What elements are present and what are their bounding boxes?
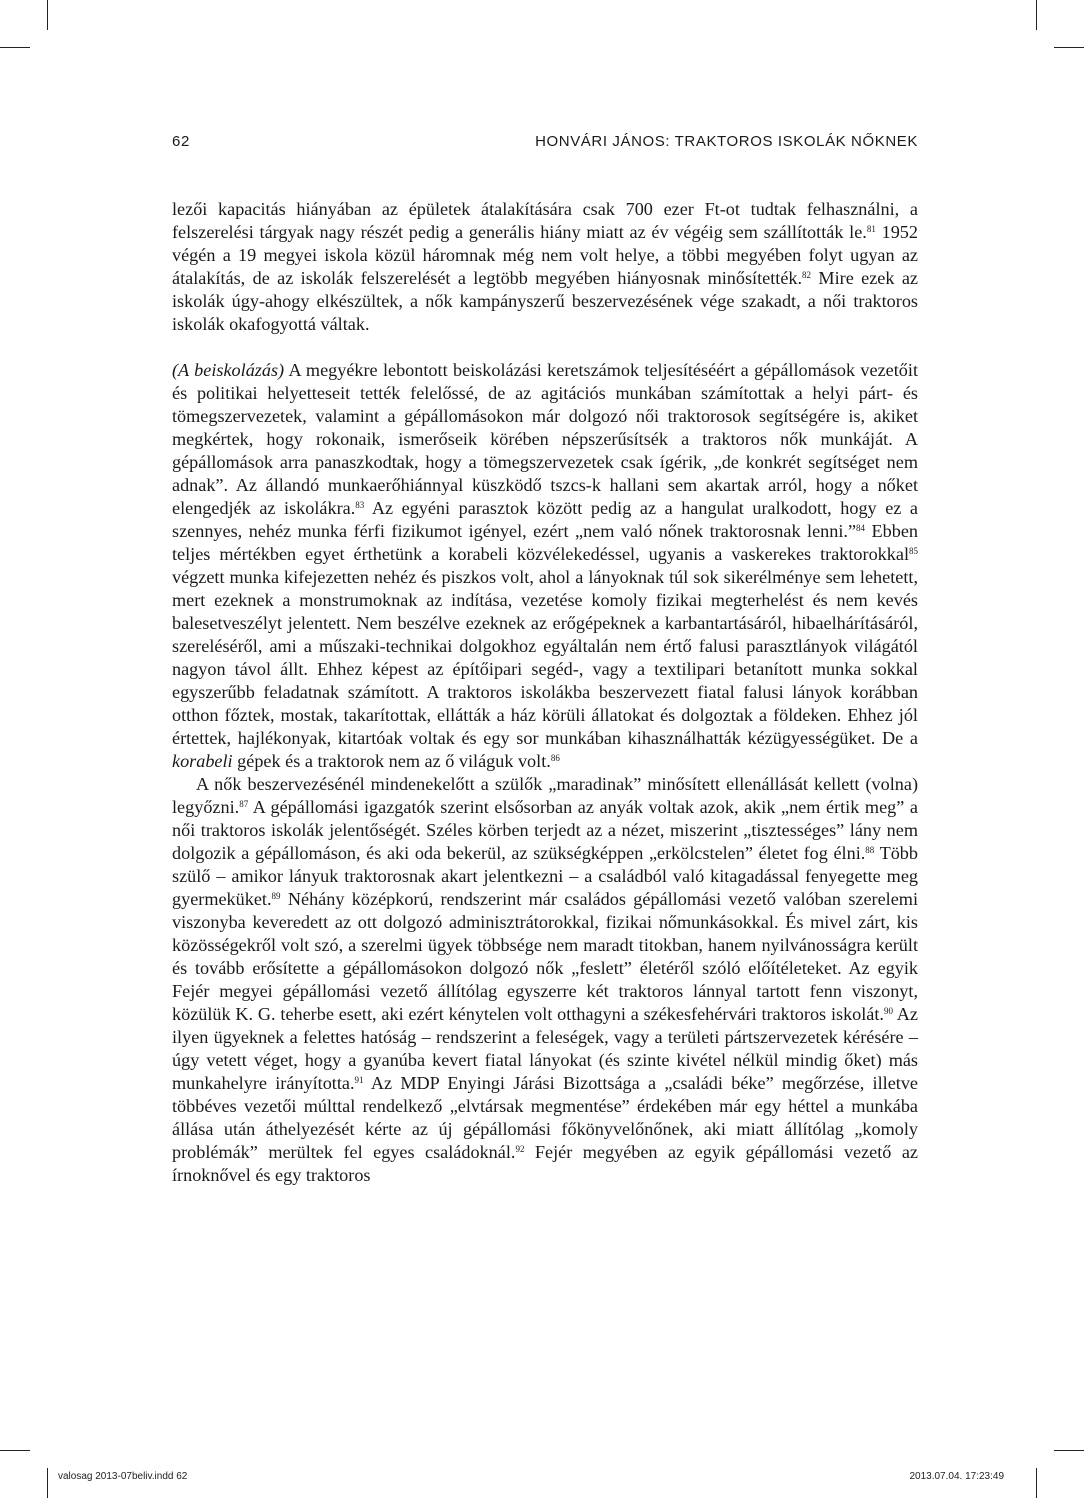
slug-filename: valosag 2013-07beliv.indd 62 — [58, 1471, 188, 1482]
crop-mark — [1054, 1450, 1084, 1451]
print-slug — [58, 1471, 1004, 1485]
footnote-ref[interactable]: 89 — [271, 891, 281, 901]
footnote-ref[interactable]: 83 — [355, 500, 365, 510]
footnote-ref[interactable]: 81 — [866, 224, 876, 234]
running-header — [172, 133, 918, 157]
section-heading: (A beiskolázás) — [172, 360, 285, 380]
footnote-ref[interactable]: 91 — [354, 1075, 364, 1085]
crop-mark — [47, 1468, 48, 1498]
emphasis: korabeli — [172, 751, 233, 771]
footnote-ref[interactable]: 88 — [865, 845, 875, 855]
crop-mark — [0, 1450, 30, 1451]
footnote-ref[interactable]: 87 — [239, 799, 249, 809]
footnote-ref[interactable]: 84 — [856, 523, 866, 533]
running-title: HONVÁRI JÁNOS: TRAKTOROS ISKOLÁK NŐKNEK — [535, 133, 918, 150]
crop-mark — [1036, 0, 1037, 30]
crop-mark — [1036, 1468, 1037, 1498]
article-body — [172, 198, 918, 1187]
crop-mark — [0, 47, 30, 48]
footnote-ref[interactable]: 90 — [883, 1006, 893, 1016]
crop-mark — [47, 0, 48, 30]
crop-mark — [1054, 47, 1084, 48]
page-number: 62 — [172, 133, 190, 150]
slug-timestamp: 2013.07.04. 17:23:49 — [909, 1471, 1004, 1482]
footnote-ref[interactable]: 82 — [802, 270, 812, 280]
footnote-ref[interactable]: 85 — [909, 546, 918, 556]
paragraph: A nők beszervezésénél mindenekelőtt a szülők „maradinak” minősített ellenállását kellett (volna) legyőzni.$^{87}$ A gépállomási igazgatók szerint elsősorban az anyák voltak azok, akik „nem értik meg” a női traktoros iskolák jelentőségét. Széles körben terjedt az a nézet, miszerint „tisztességes” lány nem dolgozik a gépállomáson, és aki oda bekerül, az szükségképpen „erkölcstelen” életet fog élni.$^{88}$ Több szülő – amikor lányuk traktorosnak akart jelentkezni – a családból való kitagadással fenyegette meg gyermeküket.$^{89}$ Néhány középkorú, rendszerint már családos gépállomási vezető valóban szerelemi viszonyba keveredett az ott dolgozó adminisztrátorokkal, fizikai nőmunkásokkal. És mivel zárt, kis közösségekről volt szó, a szerelmi ügyek többsége nem maradt titokban, hanem nyilvánosságra került és tovább erősítette a gépállomásokon dolgozó nők „feslett” életéről szóló előítéleteket. Az egyik Fejér megyei gépállomási vezető állítólag egyszerre két traktoros lánnyal tartott fenn viszonyt, közülük K. G. teherbe esett, aki ezért kénytelen volt otthagyni a székesfehérvári traktoros iskolát.$^{90}$ Az ilyen ügyeknek a felettes hatóság – rendszerint a feleségek, vagy a területi pártszervezetek kérésére – úgy vetett véget, hogy a gyanúba kevert fiatal lányokat (és szinte kivétel nélkül mindig őket) más munkahelyre irányította.$^{91}$ Az MDP Enyingi Járási Bizottsága a „családi béke” megőrzése, illetve többéves vezetői múlttal rendelkező „elvtársak megmentése” érdekében már egy héttel a munkába állása után áthelyezését kérte az új gépállomási főkönyvelőnőnek, aki miatt állítólag „komoly problémák” merültek fel egyes családoknál.$^{92}$ Fejér megyében az egyik gépállomási vezető az írnoknővel és egy traktoros — [172, 774, 918, 1185]
footnote-ref[interactable]: 92 — [515, 1144, 525, 1154]
footnote-ref[interactable]: 86 — [550, 753, 560, 763]
paragraph: lezői kapacitás hiányában az épületek átalakítására csak 700 ezer Ft-ot tudtak felhasználni, a felszerelési tárgyak nagy részét pedig a generális hiány miatt az év végéig sem szállították le.$^{81}$ 1952 végén a 19 megyei iskola közül háromnak még nem volt helye, a többi megyében folyt ugyan az átalakítás, de az iskolák felszerelését a legtöbb megyében hiányosnak minősítették.$^{82}$ Mire ezek az iskolák úgy-ahogy elkészültek, a nők kampányszerű beszervezésének vége szakadt, a női traktoros iskolák okafogyottá váltak. — [172, 199, 919, 334]
paragraph: (A beiskolázás) A megyékre lebontott beiskolázási keretszámok teljesítéséért a gépállomások vezetőit és politikai helyetteseit tették felelőssé, de az agitációs munkában számítottak a helyi párt- és tömegszervezetek, valamint a gépállomásokon már dolgozó női traktorosok segítségére is, akiket megkértek, hogy rokonaik, ismerőseik körében népszerűsítsék a traktoros nők munkáját. A gépállomások arra panaszkodtak, hogy a tömegszervezetek csak ígérik, „de konkrét segítséget nem adnak”. Az állandó munkaerőhiánnyal küszködő tszcs-k hallani sem akartak arról, hogy a nőket elengedjék az iskolákra.$^{83}$ Az egyéni parasztok között pedig az a hangulat uralkodott, hogy ez a szennyes, nehéz munka férfi fizikumot igényel, ezért „nem való nőnek traktorosnak lenni.”$^{84}$ Ebben teljes mértékben egyet érthetünk a korabeli közvélekedéssel, ugyanis a vaskerekes traktorokkal$^{85}$ végzett munka kifejezetten nehéz és piszkos volt, ahol a lányoknak túl sok sikerélménye sem lehetett, mert ezeknek a monstrumoknak az indítása, vezetése komoly fizikai megterhelést és nem kevés balesetveszélyt jelentett. Nem beszélve ezeknek az erőgépeknek a karbantartásáról, hibaelhárításáról, szereléséről, ami a műszaki-technikai dolgokhoz egyáltalán nem értő falusi parasztlányok világától nagyon távol állt. Ehhez képest az építőipari segéd-, vagy a textilipari betanított munka sokkal egyszerűbb feladatnak számított. A traktoros iskolákba beszervezett fiatal falusi lányok korábban otthon főztek, mostak, takarítottak, ellátták a ház körüli állatokat és dolgoztak a földeken. Ehhez jól értettek, hajlékonyak, kitartóak voltak és egy sor munkában kihasználhatták kézügyességüket. De a korabeli gépek és a traktorok nem az ő világuk volt.$^{86}$ — [172, 360, 919, 771]
